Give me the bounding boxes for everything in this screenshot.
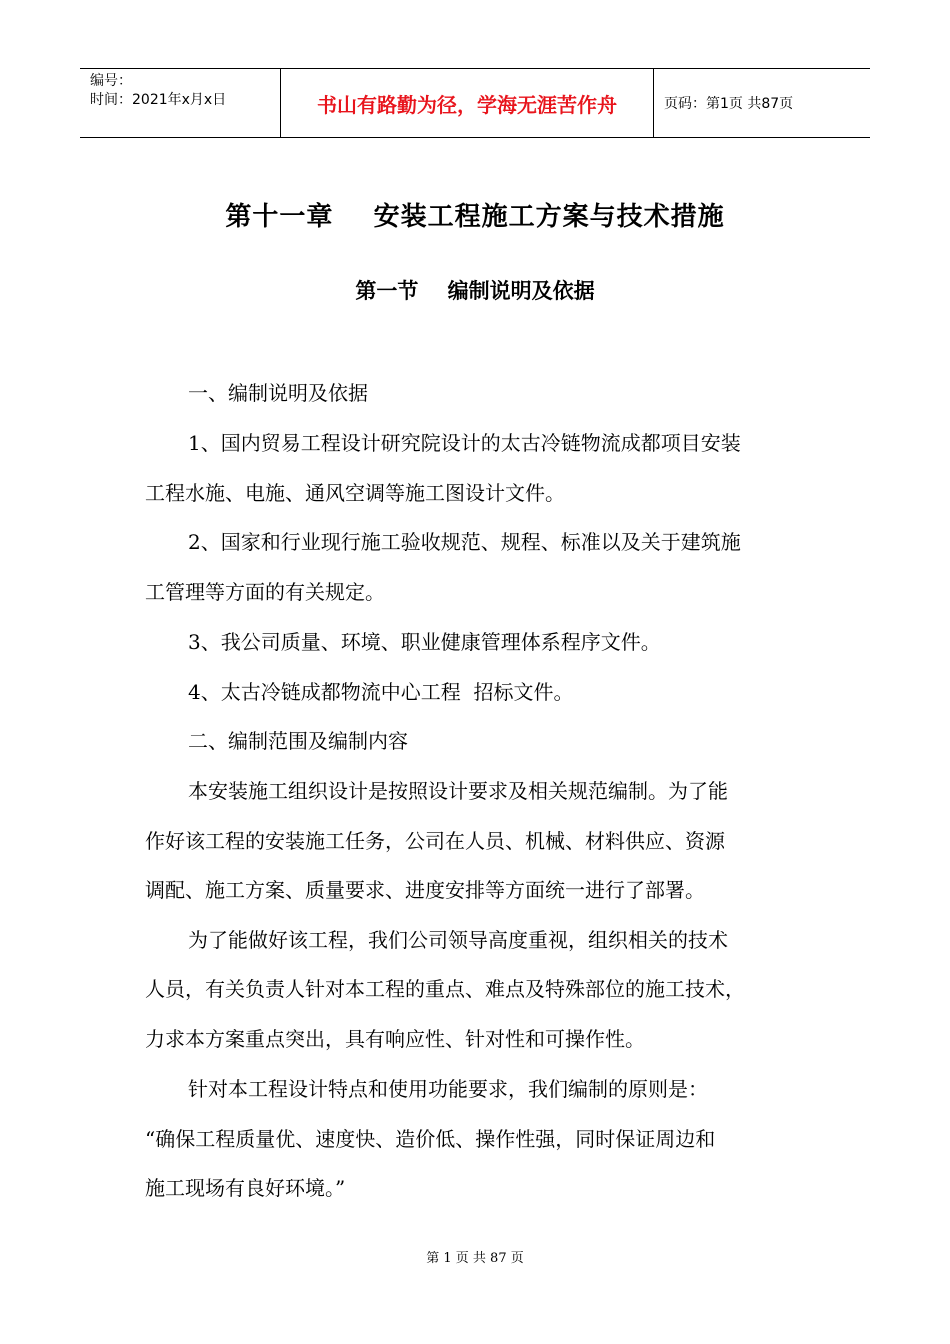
body-line: 人员，有关负责人针对本工程的重点、难点及特殊部位的施工技术， <box>145 977 745 1001</box>
header-left-cell <box>80 69 281 137</box>
body-line: 调配、施工方案、质量要求、进度安排等方面统一进行了部署。 <box>145 878 705 902</box>
header-table <box>80 68 870 138</box>
body-line: 为了能做好该工程，我们公司领导高度重视，组织相关的技术 <box>188 928 728 952</box>
body-line: 作好该工程的安装施工任务，公司在人员、机械、材料供应、资源 <box>145 829 725 853</box>
header-page-info: 页码：第1页 共87页 <box>664 96 794 112</box>
body-line: 一、编制说明及依据 <box>188 381 368 405</box>
body-line: 力求本方案重点突出，具有响应性、针对性和可操作性。 <box>145 1027 645 1051</box>
body-line: 二、编制范围及编制内容 <box>188 729 408 753</box>
chapter-title: 第十一章 安装工程施工方案与技术措施 <box>225 202 725 232</box>
body-line: “确保工程质量优、速度快、造价低、操作性强，同时保证周边和 <box>145 1127 716 1151</box>
page-footer: 第 1 页 共 87 页 <box>426 1251 524 1266</box>
body-line: 3、我公司质量、环境、职业健康管理体系程序文件。 <box>188 630 661 654</box>
body-line: 1、国内贸易工程设计研究院设计的太古冷链物流成都项目安装 <box>188 431 741 455</box>
body-line: 本安装施工组织设计是按照设计要求及相关规范编制。为了能 <box>188 779 728 803</box>
section-title: 第一节 编制说明及依据 <box>355 278 595 303</box>
body-line: 2、国家和行业现行施工验收规范、规程、标准以及关于建筑施 <box>188 530 741 554</box>
header-time-label: 时间：2021年x月x日 <box>90 92 227 108</box>
body-line: 4、太古冷链成都物流中心工程 招标文件。 <box>188 680 574 704</box>
body-line: 工管理等方面的有关规定。 <box>145 580 385 604</box>
body-line: 针对本工程设计特点和使用功能要求，我们编制的原则是： <box>188 1077 708 1101</box>
header-number-label: 编号： <box>90 73 132 89</box>
body-line: 施工现场有良好环境。” <box>145 1176 346 1200</box>
header-motto: 书山有路勤为径，学海无涯苦作舟 <box>281 69 654 137</box>
body-line: 工程水施、电施、通风空调等施工图设计文件。 <box>145 481 565 505</box>
